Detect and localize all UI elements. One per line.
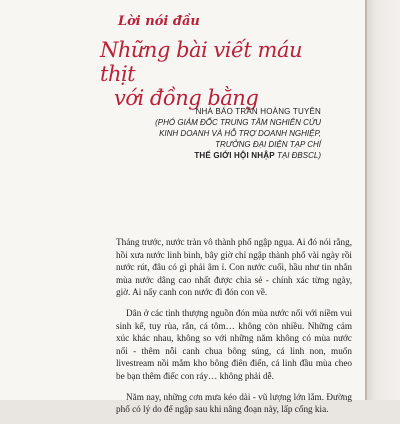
author-role-1: (PHÓ GIÁM ĐỐC TRUNG TÂM NGHIÊN CỨU [155, 118, 321, 127]
paragraph: Năm nay, những cơn mưa kéo dài - vũ lượng lớn lắm. Đường phố có lý do để ngập sau khi nâng đoạn này, lấp cống kia. [116, 391, 352, 415]
title-line-1: Những bài viết máu thịt [100, 38, 302, 86]
section-label: Lời nói đầu [118, 14, 200, 29]
title-line-2: với đồng bằng [114, 86, 259, 110]
author-region: TẠI ĐBSCL) [274, 151, 321, 160]
page-edge-line [365, 0, 367, 400]
magazine-name: THẾ GIỚI HỘI NHẬP [194, 151, 275, 160]
author-role-4 [81, 150, 321, 161]
chapter-title [100, 38, 340, 110]
paragraph: Dân ở các tỉnh thượng nguồn đón mùa nước nổi với niềm vui sinh kế, tuy rùa, rắn, cá tôm… không còn nhiều. Những cảm xúc khác nhau, không so với những năm không có mùa nước nổi - thêm nỗi canh chua bông súng, cá linh non, muốn livestream nồi mắm kho bông điên điển, cá linh đầu mùa cheo be bạn thêm điếc con ráy… không phải dễ. [116, 307, 352, 381]
author-name: NHÀ BÁO TRẦN HOÀNG TUYÊN [195, 107, 321, 116]
body-text [116, 236, 352, 424]
author-role-3: TRƯỞNG ĐẠI DIỆN TẠP CHÍ [215, 140, 321, 149]
author-block [81, 106, 321, 161]
page-edge [365, 0, 400, 400]
author-role-2: KINH DOANH VÀ HỖ TRỢ DOANH NGHIỆP, [159, 129, 321, 138]
paragraph: Tháng trước, nước tràn vô thành phố ngập ngụa. Ai đó nói rằng, hồi xưa nước linh bình, bây giờ chỉ ngập thành phố vài ngày rồi nước rút, đâu có gì phải âm ỉ. Con nước cuối, hầu như tin nhắn mùa nước dâng cao nhất được chia sẻ - chính xác từng ngày, giờ. Ai nấy canh con nước đi đón con về. [116, 237, 352, 298]
